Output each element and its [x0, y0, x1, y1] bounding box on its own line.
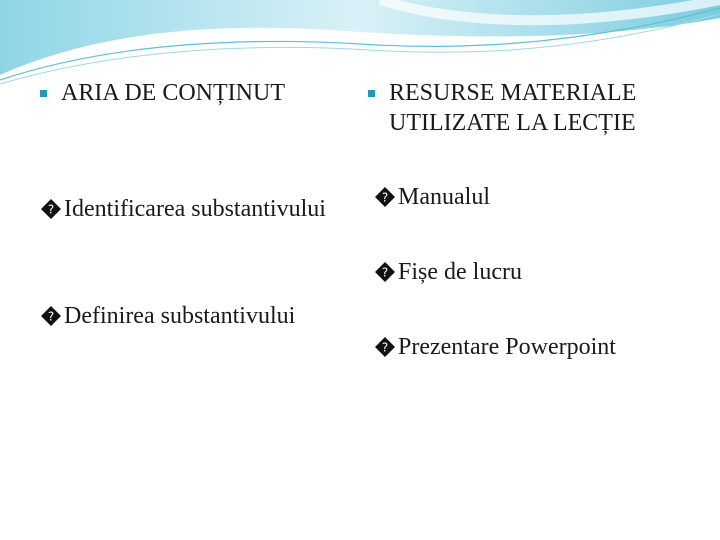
list-item — [40, 194, 340, 224]
header-wave-decoration — [0, 0, 720, 90]
content-area-heading — [40, 78, 350, 108]
right-column — [368, 78, 708, 138]
left-column — [40, 78, 350, 108]
svg-text:?: ? — [47, 309, 55, 324]
list-item — [40, 301, 360, 331]
list-item-text: Definirea substantivului — [64, 303, 296, 329]
replacement-character-icon — [374, 186, 396, 208]
list-item-text: Fișe de lucru — [398, 259, 522, 285]
replacement-character-icon — [40, 198, 62, 220]
list-item-text: Manualul — [398, 184, 490, 210]
svg-text:?: ? — [381, 190, 389, 205]
list-item — [374, 332, 704, 362]
resources-heading — [368, 78, 708, 138]
replacement-character-icon — [40, 305, 62, 327]
list-item — [374, 182, 694, 212]
list-item — [374, 257, 694, 287]
svg-text:?: ? — [47, 202, 55, 217]
list-item-text: Identificarea substantivului — [64, 196, 326, 222]
resources-heading-text: RESURSE MATERIALE UTILIZATE LA LECȚIE — [389, 80, 637, 136]
svg-text:?: ? — [381, 265, 389, 280]
square-bullet-icon — [40, 90, 47, 97]
list-item-text: Prezentare Powerpoint — [398, 334, 616, 360]
svg-text:?: ? — [381, 340, 389, 355]
replacement-character-icon — [374, 261, 396, 283]
square-bullet-icon — [368, 90, 375, 97]
replacement-character-icon — [374, 336, 396, 358]
content-area-heading-text: ARIA DE CONȚINUT — [61, 80, 285, 106]
